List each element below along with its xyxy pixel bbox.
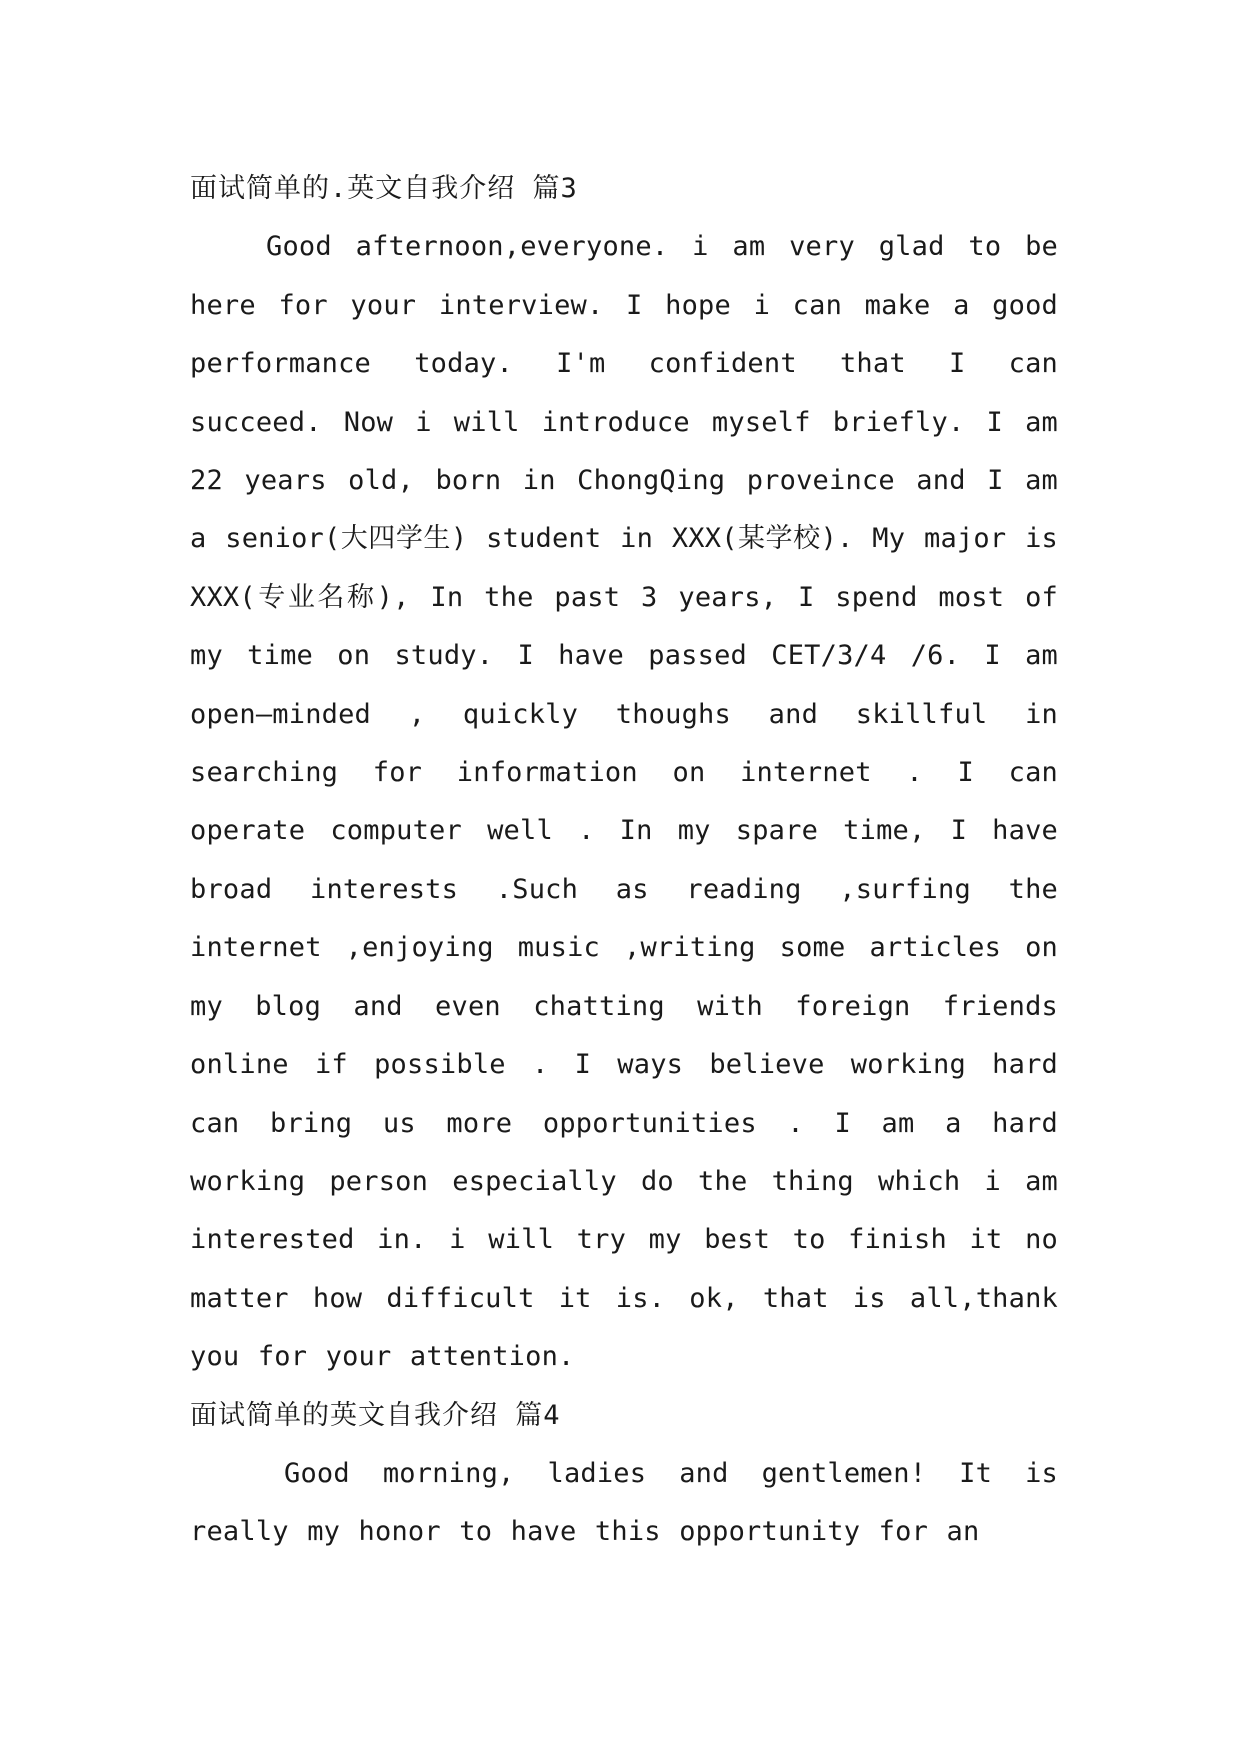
section-body-4: Good morning, ladies and gentlemen! It is really my honor to have this opportunity for an bbox=[190, 1457, 1058, 1548]
section-heading-4: 面试简单的英文自我介绍 篇4 bbox=[190, 1399, 561, 1431]
section-heading-3: 面试简单的.英文自我介绍 篇3 bbox=[190, 173, 578, 204]
section-body-3: Good afternoon,everyone. i am very glad to be here for your interview. I hope i can make a good performance today. I'm confident that I can succeed. Now i will introduce myself briefly. I am 22 years old, born in ChongQing proveince and I am a senior(大四学生) student in XXX(某学校). My major is XXX(专业名称), In the past 3 years, I spend most of my time on study. I have passed CET/3/4 /6. I am open—minded , quickly thoughs and skillful in searching for information on internet . I can operate computer well . In my spare time, I have broad interests .Such as reading ,surfing the internet ,enjoying music ,writing some articles on my blog and even chatting with foreign friends online if possible . I ways believe working hard can bring us more opportunities . I am a hard working person especially do the thing which i am interested in. i will try my best to finish it no matter how difficult it is. ok, that is all,thank you for your attention. bbox=[190, 231, 1058, 1373]
document-content bbox=[190, 160, 1058, 1562]
